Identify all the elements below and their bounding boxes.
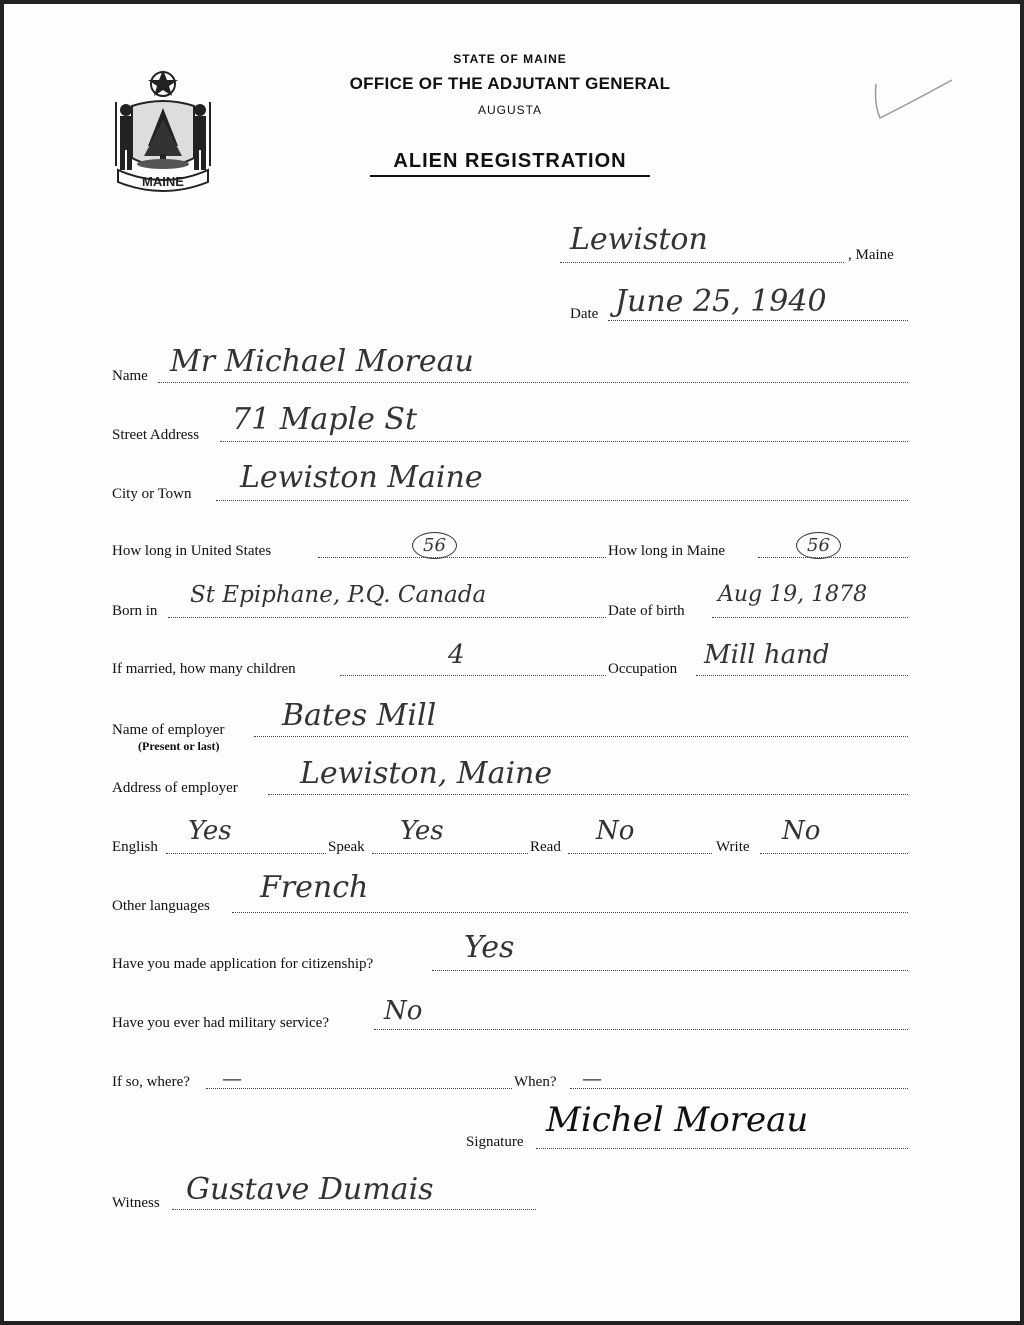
name-label: Name [112, 368, 148, 384]
when-value: — [582, 1066, 602, 1090]
speak-line [372, 853, 528, 854]
seal-banner-text: MAINE [142, 174, 184, 189]
employer-value: Bates Mill [282, 698, 437, 733]
employer-address-line [268, 794, 908, 795]
date-line [608, 320, 908, 321]
street-line [220, 441, 908, 442]
when-line [570, 1088, 908, 1089]
speak-value: Yes [400, 816, 444, 846]
city-value: Lewiston Maine [240, 460, 483, 495]
where-label: If so, where? [112, 1074, 190, 1090]
years-maine-value: 56 [796, 532, 841, 559]
employer-line [254, 736, 908, 737]
write-line [760, 853, 908, 854]
occupation-label: Occupation [608, 661, 678, 677]
other-languages-line [232, 912, 908, 913]
date-value: June 25, 1940 [615, 284, 827, 319]
children-line [340, 675, 606, 676]
date-label: Date [570, 306, 599, 322]
speak-label: Speak [328, 839, 365, 855]
city-label: City or Town [112, 486, 192, 502]
write-value: No [782, 816, 821, 846]
street-label: Street Address [112, 427, 200, 443]
children-label: If married, how many children [112, 661, 296, 677]
born-in-label: Born in [112, 603, 158, 619]
city-heading: AUGUSTA [477, 103, 543, 117]
office-heading: OFFICE OF THE ADJUTANT GENERAL [349, 74, 671, 93]
place-line [560, 262, 844, 263]
write-label: Write [716, 839, 750, 855]
read-value: No [596, 816, 635, 846]
children-value: 4 [448, 640, 465, 670]
form-title: ALIEN REGISTRATION [370, 150, 650, 177]
signature-line [536, 1148, 908, 1149]
dob-line [712, 617, 908, 618]
other-languages-label: Other languages [112, 898, 210, 914]
street-value: 71 Maple St [232, 402, 418, 437]
citizenship-label: Have you made application for citizenship? [112, 956, 374, 972]
where-line [206, 1088, 512, 1089]
employer-label: Name of employer [112, 722, 225, 738]
military-label: Have you ever had military service? [112, 1015, 329, 1031]
where-value: — [222, 1066, 242, 1090]
military-line [374, 1029, 908, 1030]
name-value: Mr Michael Moreau [170, 344, 474, 379]
occupation-value: Mill hand [704, 640, 830, 670]
years-us-line [318, 557, 606, 558]
employer-address-label: Address of employer [112, 780, 238, 796]
english-value: Yes [188, 816, 232, 846]
place-suffix: , Maine [848, 247, 894, 263]
other-languages-value: French [260, 870, 369, 905]
read-line [568, 853, 712, 854]
employer-address-value: Lewiston, Maine [300, 756, 553, 791]
witness-line [172, 1209, 536, 1210]
signature-label: Signature [466, 1134, 524, 1150]
witness-value: Gustave Dumais [186, 1172, 434, 1207]
years-maine-label: How long in Maine [608, 543, 726, 559]
years-maine-line [758, 557, 908, 558]
dob-label: Date of birth [608, 603, 685, 619]
city-line [216, 500, 908, 501]
years-us-value: 56 [412, 532, 457, 559]
check-mark-icon [868, 74, 958, 124]
state-heading: STATE OF MAINE [453, 52, 567, 66]
citizenship-line [432, 970, 908, 971]
english-label: English [112, 839, 158, 855]
place-value: Lewiston [570, 222, 708, 257]
when-label: When? [514, 1074, 557, 1090]
years-us-label: How long in United States [112, 543, 272, 559]
citizenship-value: Yes [464, 930, 515, 965]
name-line [158, 382, 908, 383]
born-in-line [168, 617, 606, 618]
employer-sublabel: (Present or last) [138, 739, 220, 753]
military-value: No [384, 996, 423, 1026]
signature-value: Michel Moreau [546, 1100, 809, 1140]
dob-value: Aug 19, 1878 [718, 582, 868, 607]
english-line [166, 853, 326, 854]
maine-state-seal [108, 66, 218, 194]
born-in-value: St Epiphane, P.Q. Canada [190, 582, 487, 608]
read-label: Read [530, 839, 561, 855]
occupation-line [696, 675, 908, 676]
witness-label: Witness [112, 1195, 160, 1211]
